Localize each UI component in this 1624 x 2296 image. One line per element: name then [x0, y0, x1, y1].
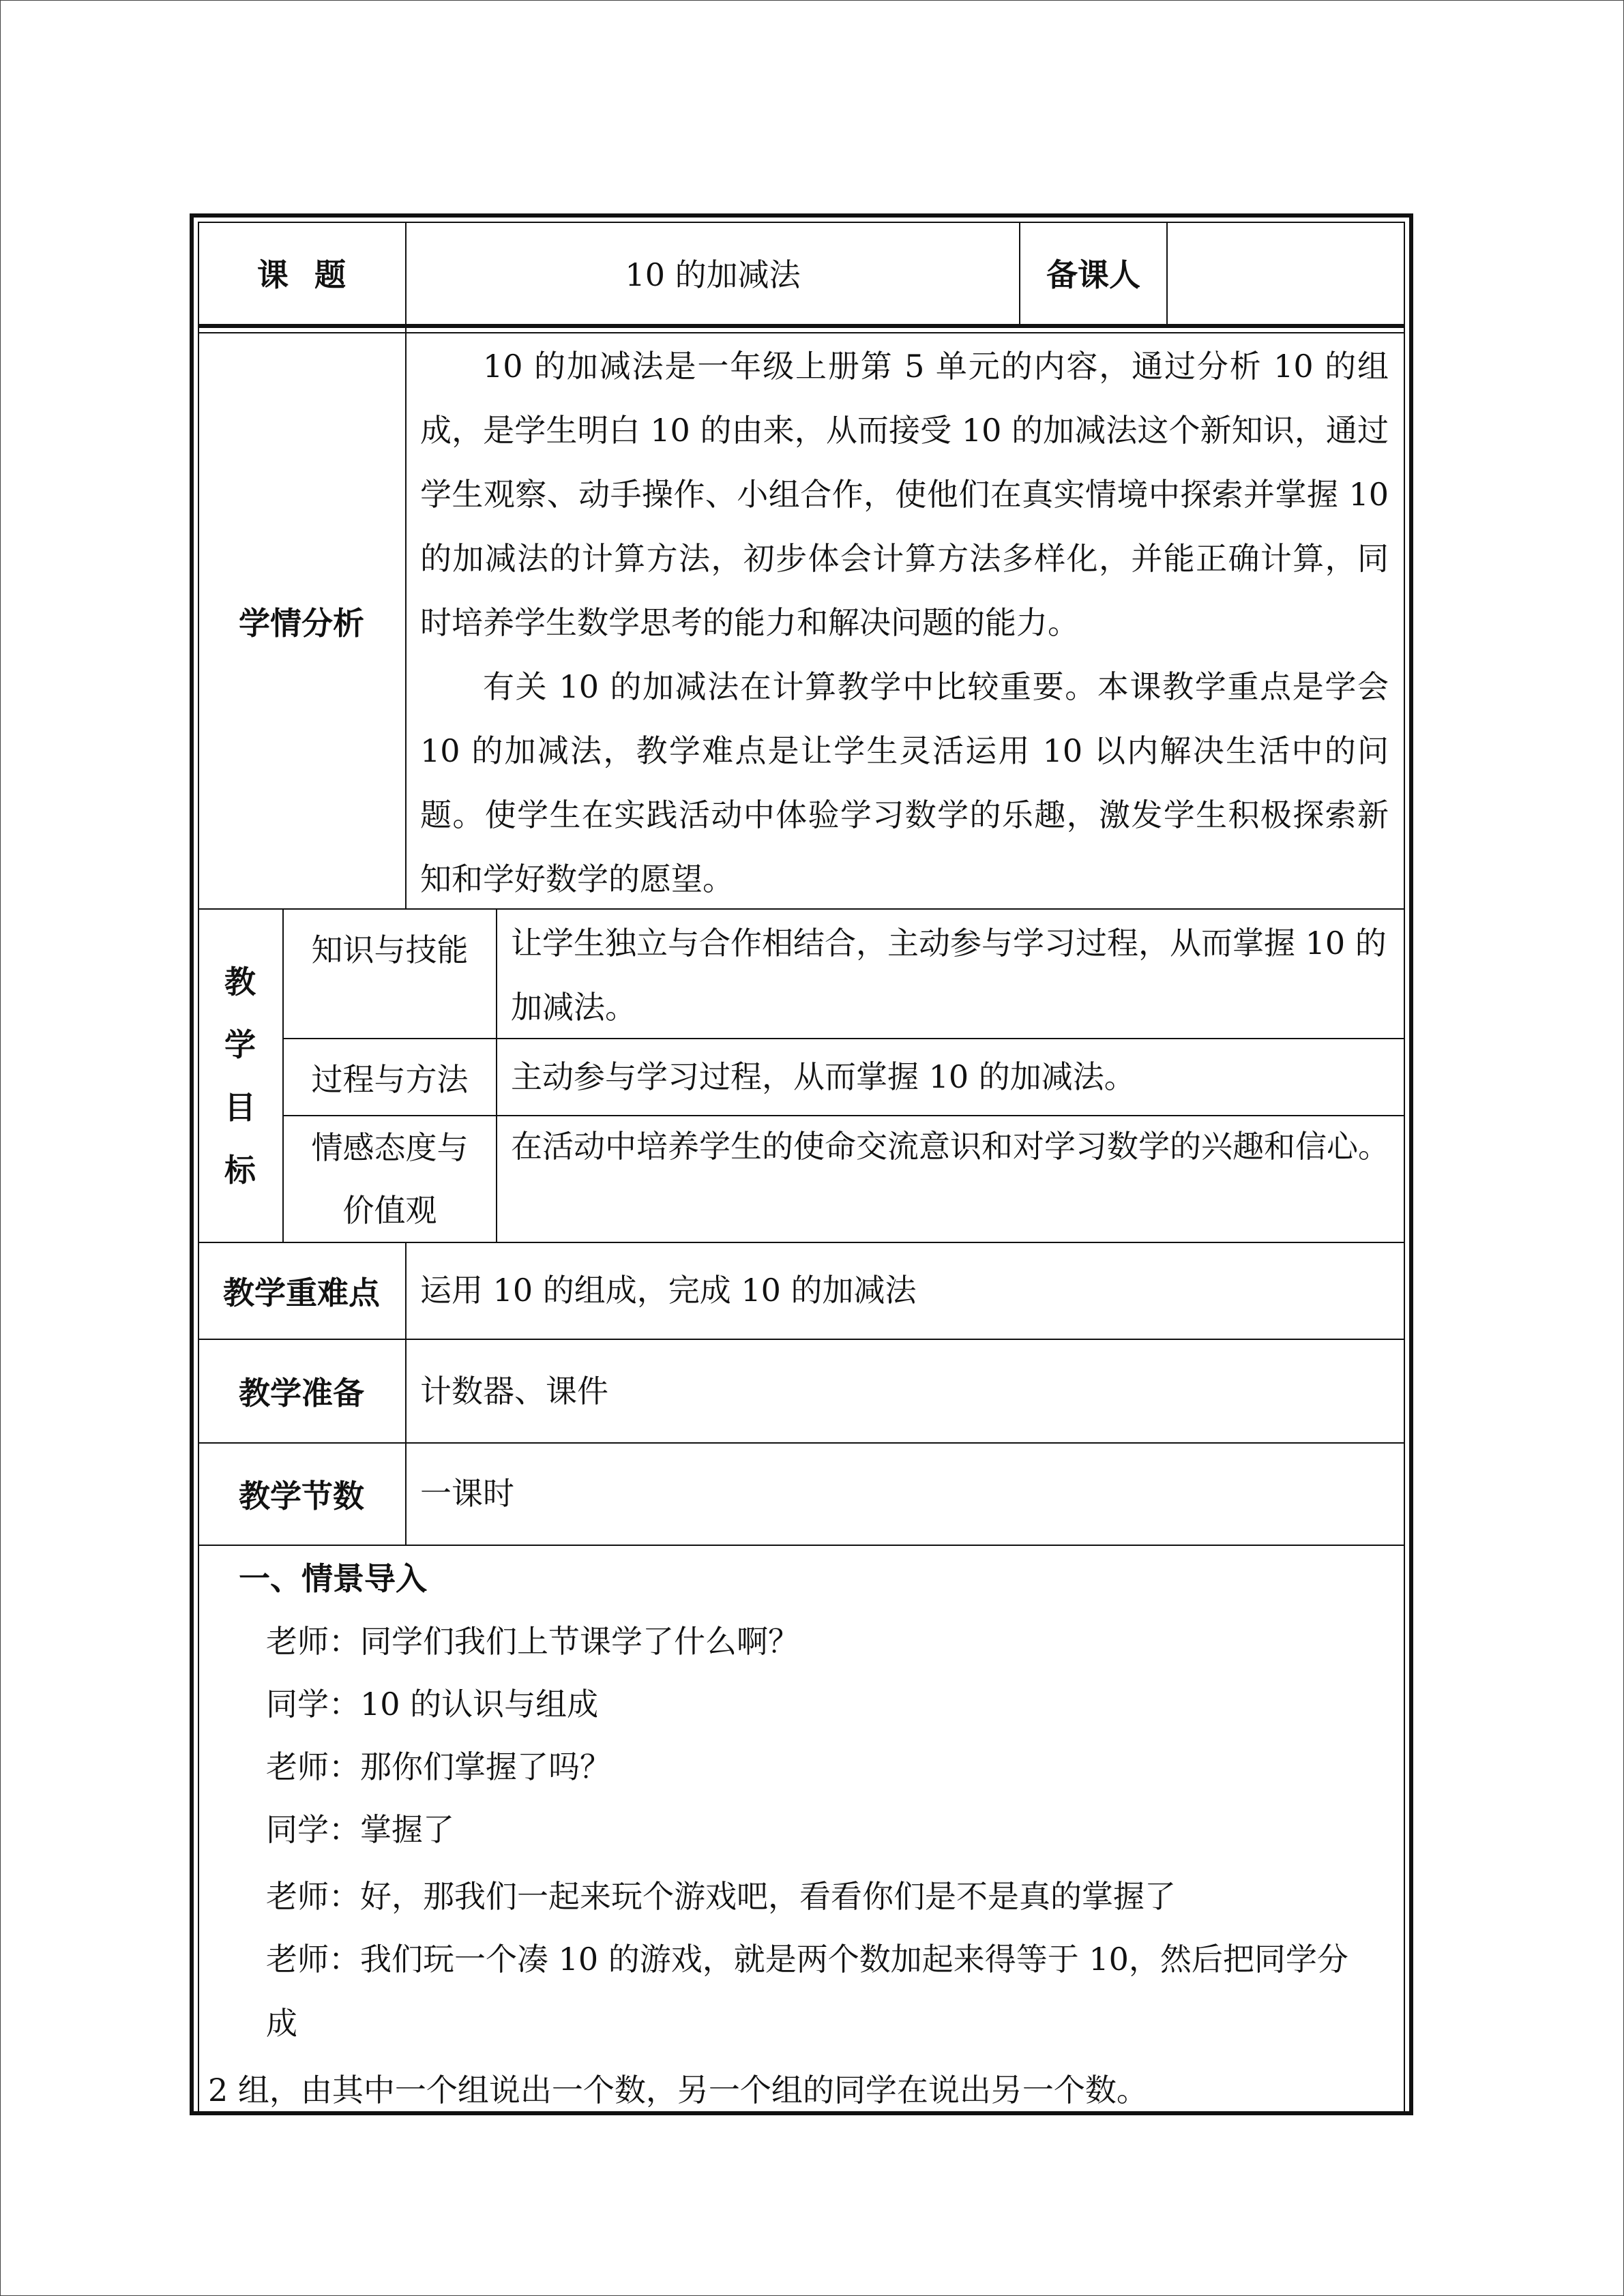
analysis-paragraph-2: 有关 10 的加减法在计算教学中比较重要。本课教学重点是学会 10 的加减法，教学难点是让学生灵活运用 10 以内解决生活中的问题。使学生在实践活动中体验学习数学的乐趣，激发学生积极探索新知和学好数学的愿望。	[420, 668, 1389, 897]
goal-process-content: 主动参与学习过程，从而掌握 10 的加减法。	[511, 1058, 1136, 1095]
header-divider	[198, 324, 1405, 328]
analysis-text	[420, 334, 1389, 911]
process-line: 老师：那你们掌握了吗？	[266, 1748, 611, 1785]
keypoints-label: 教学重难点	[223, 1274, 380, 1311]
analysis-label: 学情分析	[239, 604, 364, 642]
topic-label: 课 题	[256, 256, 346, 293]
keypoints-value: 运用 10 的组成，完成 10 的加减法	[420, 1272, 917, 1309]
process-line: 老师：同学们我们上节课学了什么啊？	[266, 1623, 799, 1660]
periods-value: 一课时	[420, 1475, 514, 1512]
topic-value: 10 的加减法	[625, 256, 801, 293]
process-heading: 一、情景导入	[239, 1560, 427, 1597]
preparation-value: 计数器、课件	[420, 1373, 608, 1410]
goals-label	[198, 910, 282, 1242]
goal-knowledge-label: 知识与技能	[311, 931, 469, 968]
label-column-rule-bottom	[405, 1242, 407, 1545]
preparer-label: 备课人	[1046, 256, 1140, 293]
periods-bottom-rule	[198, 1545, 1405, 1546]
goals-label-char: 标	[224, 1151, 256, 1189]
label-column-rule-top	[405, 222, 407, 908]
goal-process-label: 过程与方法	[311, 1060, 469, 1098]
goals-label-rule	[496, 908, 497, 1242]
goal-attitude-label	[284, 1116, 496, 1242]
process-line: 2 组，由其中一个组说出一个数，另一个组的同学在说出另一个数。	[208, 2072, 1148, 2108]
preparer-value[interactable]	[1168, 222, 1405, 324]
goal-attitude-content: 在活动中培养学生的使命交流意识和对学习数学的兴趣和信心。	[511, 1128, 1389, 1165]
preparation-label: 教学准备	[239, 1375, 364, 1412]
periods-label: 教学节数	[239, 1478, 364, 1515]
analysis-paragraph-1: 10 的加减法是一年级上册第 5 单元的内容，通过分析 10 的组成，是学生明白 10 的由来，从而接受 10 的加减法这个新知识，通过学生观察、动手操作、小组合作，使他们在真实情境中探索并掌握 10 的加减法的计算方法，初步体会计算方法多样化，并能正确计算，同时培养学生数学思考的能力和解决问题的能力。	[420, 348, 1389, 641]
goals-label-char: 教	[224, 963, 256, 1000]
goal-knowledge-content: 让学生独立与合作相结合，主动参与学习过程，从而掌握 10 的加减法。	[511, 925, 1387, 1026]
goal-attitude-label-line: 价值观	[342, 1192, 437, 1229]
process-line: 同学：10 的认识与组成	[266, 1686, 599, 1723]
process-line-wrapped: 老师：我们玩一个凑 10 的游戏，就是两个数加起来得等于 10，然后把同学分成	[266, 1941, 1348, 2042]
process-line: 老师：好，那我们一起来玩个游戏吧，看看你们是不是真的掌握了	[266, 1878, 1176, 1915]
goals-label-char: 学	[224, 1026, 256, 1063]
process-line: 同学：掌握了	[266, 1811, 454, 1848]
goal-attitude-label-line: 情感态度与	[311, 1129, 469, 1166]
goals-label-char: 目	[224, 1088, 256, 1126]
